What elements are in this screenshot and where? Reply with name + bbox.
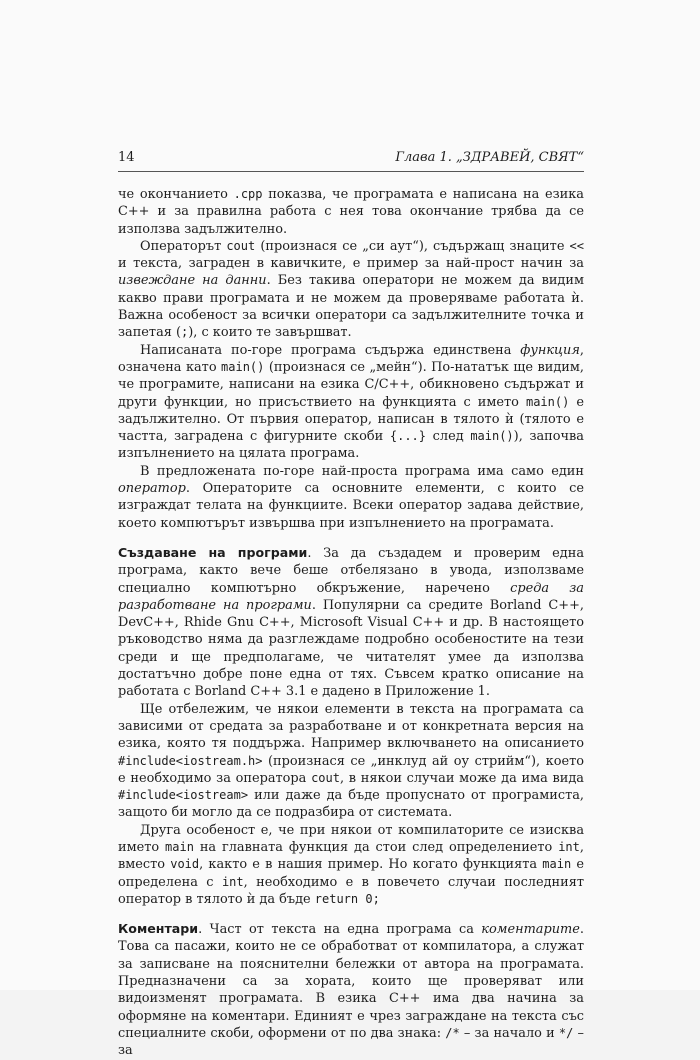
paragraph-6: [118, 701, 584, 822]
code-snippet: int: [221, 874, 244, 889]
code-snippet: main(): [221, 359, 265, 374]
paragraph-3: [118, 342, 584, 463]
text-run: , както е в нашия пример. Но когато функцията: [199, 857, 543, 873]
text-run: Друга особеност е, че при някои от компилаторите се изисква името: [118, 822, 584, 855]
text-run: Операторът: [140, 238, 227, 254]
chapter-title: Глава 1. „ЗДРАВЕЙ, СВЯТ“: [395, 150, 584, 165]
emphasis: коментарите: [481, 922, 580, 938]
paragraph-4: [118, 463, 584, 532]
text-run: Ще отбележим, че някои елементи в текста на програмата са зависими от средата за разработване и от конкретната версия на езика, която тя поддържа. Например включването на описанието: [118, 701, 584, 752]
emphasis: оператор: [118, 481, 186, 497]
code-snippet: #include<iostream.h>: [118, 753, 263, 768]
code-snippet: /*: [445, 1025, 460, 1040]
emphasis: функция: [520, 342, 580, 358]
emphasis: извеждане на данни: [118, 273, 267, 289]
text-run: , в някои случаи може да има вида: [339, 770, 584, 786]
text-run: . Без такива оператори не можем да видим какво прави програмата и не можем да проверяваме работата ѝ. Важна особеност за всички оператори са задължителните точка и запетая (: [118, 273, 584, 341]
page-header: [118, 150, 584, 172]
code-snippet: main(): [525, 394, 570, 409]
text-run: е задължително. От първия оператор, написан в тялото ѝ (тялото е частта, заградена с фигурните скоби: [118, 394, 584, 445]
text-run: – за начало и: [459, 1025, 559, 1041]
text-run: В предложената по-горе най-проста програма има само един: [140, 463, 584, 479]
code-snippet: return 0;: [314, 891, 380, 906]
code-snippet: void: [170, 857, 200, 872]
text-run: Написаната по-горе програма съдържа единствена: [140, 342, 521, 358]
text-run: (произнася се „мейн“). По-нататък ще видим, че програмите, написани на езика C/C++, обикновено съдържат и други функции, но присъствието на функцията с името: [118, 359, 584, 410]
page-body: [118, 186, 584, 1060]
code-snippet: <<: [569, 238, 584, 253]
code-snippet: */: [558, 1025, 574, 1040]
text-run: – за: [118, 1025, 584, 1059]
text-run: . Операторите са основните елементи, с които се изграждат телата на функциите. Всеки оператор задава действие, което компютърът извършва при изпълнението на програмата.: [118, 481, 584, 531]
text-run: показва, че програмата е написана на езика C++ и за правилна работа с нея това окончание трябва да се използва задължително.: [118, 187, 584, 237]
emphasis: среда за разработване на програми: [118, 580, 584, 613]
text-run: . За да създадем и проверим една програма, както вече беше отбелязано в увода, използваме специално компютърно обкръжение, наречено: [118, 545, 584, 596]
paragraph-7: [118, 822, 584, 908]
text-run: . Това са пасажи, които не се обработват от компилатора, а служат за записване на пояснителни бележки от автора на програмата. Предназначени са за хората, които ще проверяват или видоизменят програмата. В езика C++ има два начина за оформяне на коментари. Единият е чрез заграждане на текста със специалните скоби, оформени от по два знака:: [118, 922, 584, 1041]
text-run: и текста, заграден в кавичките, е пример за най-прост начин за: [118, 256, 584, 272]
paragraph-1: [118, 186, 584, 238]
section-title: Създаване на програми: [118, 544, 308, 560]
text-run: . Популярни са средите Borland C++, DevC++, Rhide Gnu C++, Microsoft Visual C++ и др. В настоящето ръководство няма да разглеждаме подробно особеностите на тези среди и ще предполагаме, че читателят умее да използва достатъчно добре поне една от тях. Съвсем кратко описание на работата с Borland C++ 3.1 е дадено в Приложение 1.: [118, 597, 584, 700]
text-run: ), започва изпълнението на цялата програма.: [118, 429, 584, 462]
code-snippet: cout: [311, 770, 340, 785]
text-run: след: [426, 429, 471, 445]
paragraph-2: [118, 238, 584, 342]
text-run: на главната функция да стои след определението: [193, 839, 559, 855]
text-run: (произнася се „инклуд ай оу стрийм“), което е необходимо за оператора: [118, 753, 584, 786]
text-run: че окончанието: [118, 187, 234, 202]
code-snippet: main: [165, 839, 194, 854]
text-run: е определена с: [118, 857, 584, 890]
paragraph-5: [118, 544, 584, 701]
text-run: или даже да бъде пропуснато от програмиста, защото би могло да се подразбира от системата.: [118, 788, 584, 821]
text-run: (произнася се „си аут“), съдържащ знаците: [255, 238, 570, 254]
text-run: ), с които те завършват.: [188, 325, 352, 341]
code-snippet: {...}: [389, 429, 426, 444]
code-snippet: .cpp: [233, 187, 263, 201]
code-snippet: ;: [181, 325, 189, 340]
code-snippet: cout: [226, 238, 256, 253]
text-run: , означена като: [118, 342, 584, 375]
code-snippet: main: [542, 857, 572, 872]
page-number: 14: [118, 150, 135, 165]
code-snippet: #include<iostream>: [118, 788, 249, 803]
code-snippet: int: [558, 839, 580, 854]
text-run: , вместо: [118, 839, 584, 873]
text-run: , необходимо е в повечето случаи последният оператор в тялото ѝ да бъде: [118, 874, 584, 907]
code-snippet: main(): [470, 429, 514, 444]
section-title: Коментари: [118, 921, 199, 937]
text-run: . Част от текста на една програма са: [198, 922, 482, 938]
